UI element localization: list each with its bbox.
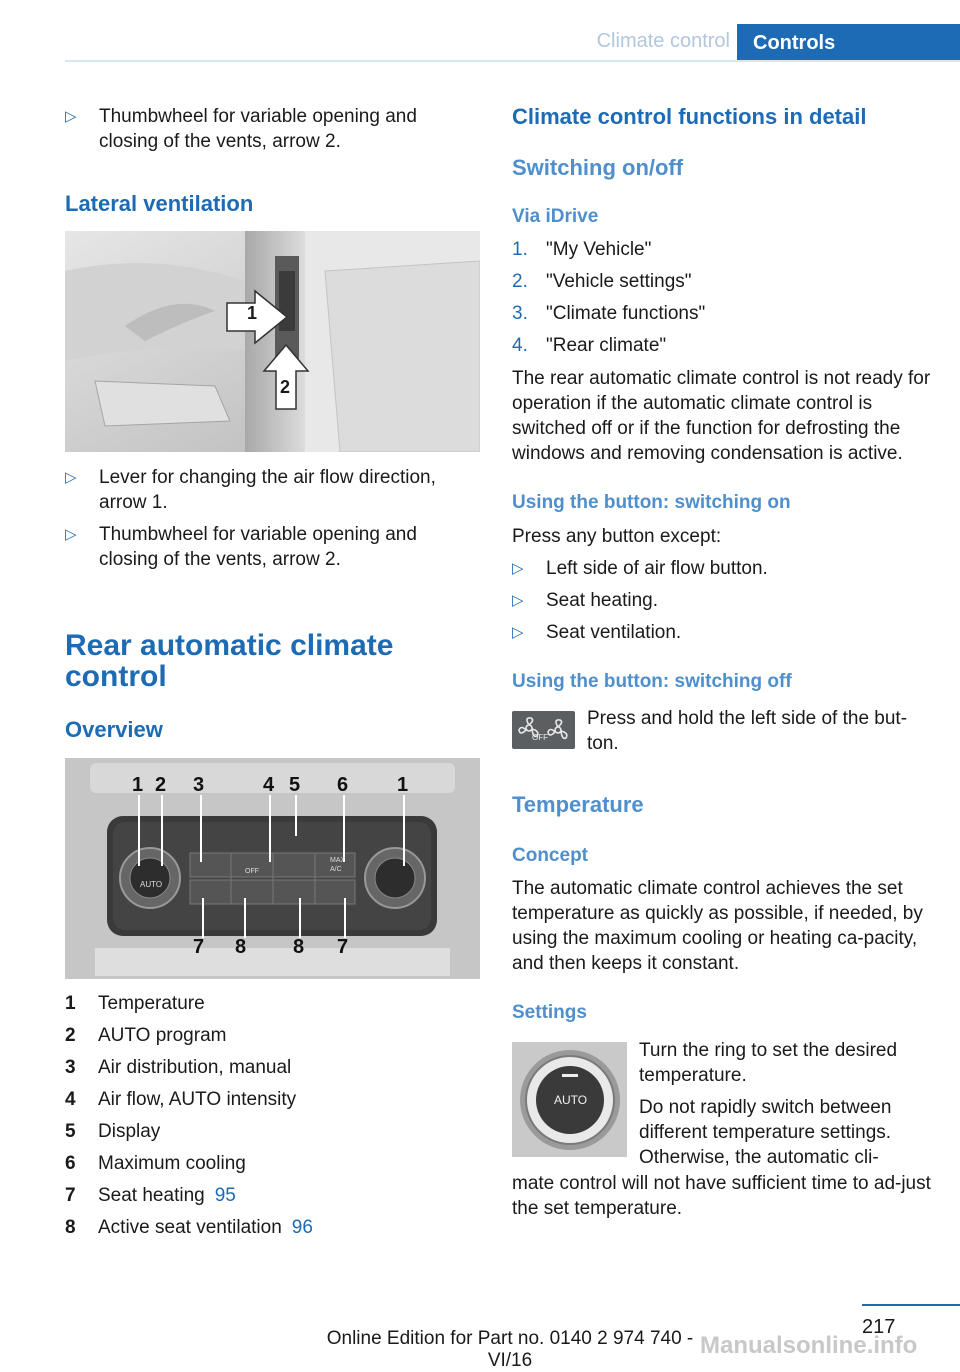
bullet-text: Seat ventilation.: [546, 622, 682, 643]
panel-number: 3: [193, 774, 205, 796]
legend-label: Air flow, AUTO intensity: [98, 1089, 297, 1110]
header-rule: [65, 60, 960, 62]
overview-heading: Overview: [65, 717, 163, 742]
step-label: "Climate functions": [546, 303, 706, 324]
lateral-bullets: [65, 465, 465, 572]
settings-heading: Settings: [512, 1002, 587, 1023]
rear-climate-heading-line1: Rear automatic climate: [65, 629, 394, 662]
legend-item: [65, 1055, 291, 1080]
button-on-text: Press any button except:: [512, 526, 722, 547]
step-number: 2.: [512, 271, 528, 292]
bullet-text: Lever for changing the air flow direction, arrow 1.: [99, 467, 436, 513]
panel-number: 1: [132, 774, 144, 796]
settings-text-2: Do not rapidly switch between different temperature settings. Otherwise, the automatic cli-: [639, 1097, 892, 1168]
panel-number: 4: [263, 774, 275, 796]
step-number: 3.: [512, 303, 528, 324]
concept-text: The automatic climate control achieves the set temperature as quickly as possible, if needed, by using the maximum cooling or heating ca-pacity, and then keeps it constant.: [512, 878, 923, 974]
panel-number: 8: [235, 936, 247, 958]
legend-number: 4: [65, 1089, 76, 1110]
legend-number: 7: [65, 1185, 76, 1206]
rear-climate-heading: [65, 630, 393, 692]
legend-number: 8: [65, 1217, 76, 1238]
legend-number: 2: [65, 1025, 76, 1046]
fan-icon: [512, 711, 575, 749]
panel-number: 7: [193, 936, 205, 958]
temperature-heading: Temperature: [512, 792, 644, 817]
panel-number: 6: [337, 774, 349, 796]
settings-text-3: mate control will not have sufficient time to ad-just the set temperature.: [512, 1173, 931, 1219]
legend-label: Air distribution, manual: [98, 1057, 292, 1078]
top-bullet: [65, 104, 465, 154]
arrow-1-label: 1: [247, 303, 258, 323]
button-on-bullets: [512, 556, 932, 645]
legend-label: Temperature: [98, 993, 205, 1014]
bullet-text: Thumbwheel for variable opening and closing of the vents, arrow 2.: [99, 106, 417, 152]
button-off-text: Press and hold the left side of the but-ton.: [587, 708, 908, 754]
bullet-icon: ▷: [512, 624, 524, 641]
concept-heading: Concept: [512, 845, 588, 866]
bullet-icon: ▷: [512, 592, 524, 609]
bullet-icon: ▷: [65, 469, 77, 486]
page-ref-link[interactable]: 96: [291, 1217, 313, 1238]
rear-climate-note: The rear automatic climate control is not ready for operation if the automatic climate control is switched off or if the function for defrosting the windows and removing condensation is active.: [512, 368, 931, 464]
header-tab-controls: Controls: [737, 24, 960, 62]
panel-auto-label: AUTO: [140, 880, 163, 889]
via-idrive-heading: Via iDrive: [512, 206, 599, 227]
legend-label: AUTO program: [98, 1025, 227, 1046]
lateral-vent-image: [65, 231, 480, 452]
button-on-heading: Using the button: switching on: [512, 492, 791, 513]
bullet-text: Thumbwheel for variable opening and closing of the vents, arrow 2.: [99, 524, 417, 570]
bullet-text: Left side of air flow button.: [546, 558, 768, 579]
rear-climate-heading-line2: control: [65, 660, 167, 693]
legend-number: 1: [65, 993, 76, 1014]
step-label: "Vehicle settings": [546, 271, 692, 292]
fan-off-button-icon: [512, 711, 575, 749]
legend-item: [65, 991, 205, 1016]
page-number: 217: [862, 1316, 896, 1338]
panel-number: 7: [337, 936, 349, 958]
edition-footer: Online Edition for Part no. 0140 2 974 740 - VI/16: [326, 1328, 694, 1371]
legend-item: [65, 1023, 226, 1048]
step-number: 4.: [512, 335, 528, 356]
legend-number: 6: [65, 1153, 76, 1174]
legend-label: Maximum cooling: [98, 1153, 246, 1174]
legend-item: [65, 1119, 160, 1144]
panel-off-label: OFF: [245, 868, 259, 875]
button-off-heading: Using the button: switching off: [512, 671, 792, 692]
header-section: Climate control: [596, 30, 730, 52]
panel-max-label: MAX: [330, 857, 346, 864]
step-label: "Rear climate": [546, 335, 667, 356]
bullet-icon: ▷: [512, 560, 524, 577]
panel-number: 8: [293, 936, 305, 958]
legend-number: 3: [65, 1057, 76, 1078]
functions-detail-heading: Climate control functions in detail: [512, 104, 867, 129]
legend-label: Active seat ventilation: [98, 1217, 282, 1238]
lateral-ventilation-heading: Lateral ventilation: [65, 191, 254, 216]
settings-text-1: Turn the ring to set the desired temperature.: [639, 1040, 898, 1086]
legend-label: Display: [98, 1121, 161, 1142]
legend-item: [65, 1183, 236, 1208]
idrive-steps: [512, 237, 932, 365]
panel-number: 2: [155, 774, 167, 796]
footer-rule: [862, 1304, 960, 1306]
rear-control-panel-image: [65, 758, 480, 979]
knob-auto-label: AUTO: [554, 1093, 588, 1107]
temperature-knob-image: [512, 1042, 627, 1157]
page-ref-link[interactable]: 95: [214, 1185, 236, 1206]
watermark: Manualsonline.info: [700, 1332, 918, 1359]
off-label: OFF: [532, 733, 548, 742]
arrow-2-label: 2: [280, 377, 291, 397]
legend-item: [65, 1215, 313, 1240]
legend-item: [65, 1087, 296, 1112]
switching-heading: Switching on/off: [512, 155, 684, 180]
legend-label: Seat heating: [98, 1185, 205, 1206]
step-number: 1.: [512, 239, 528, 260]
panel-ac-label: A/C: [330, 866, 342, 873]
panel-number: 1: [397, 774, 409, 796]
bullet-text: Seat heating.: [546, 590, 658, 611]
legend-item: [65, 1151, 246, 1176]
step-label: "My Vehicle": [546, 239, 652, 260]
panel-number: 5: [289, 774, 301, 796]
bullet-icon: ▷: [65, 526, 77, 543]
bullet-icon: ▷: [65, 108, 77, 125]
lateral-vent-illustration: [65, 231, 480, 452]
legend-number: 5: [65, 1121, 76, 1142]
